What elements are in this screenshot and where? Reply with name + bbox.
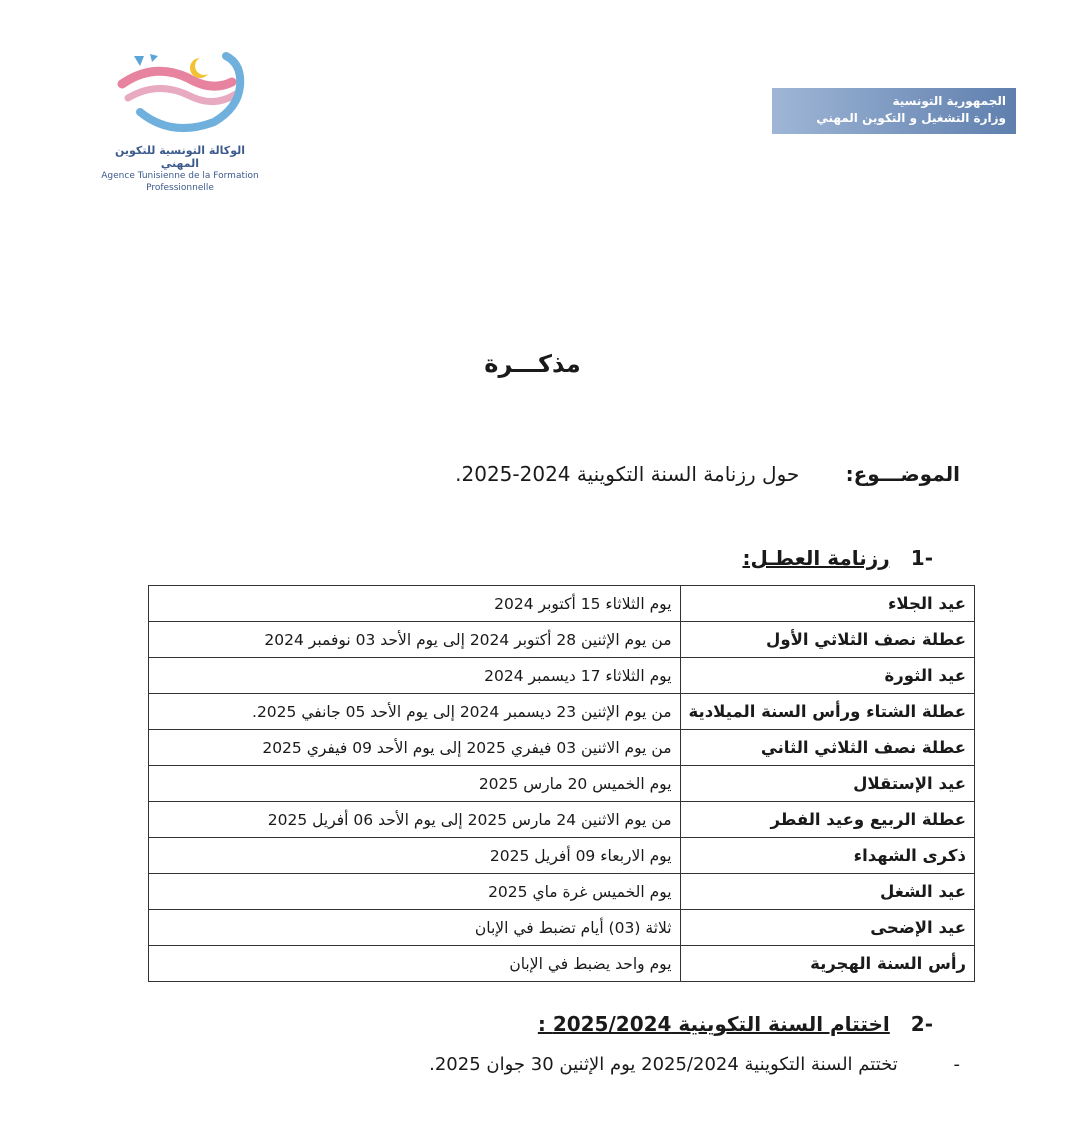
holiday-date: يوم الثلاثاء 15 أكتوبر 2024 xyxy=(149,586,681,622)
holiday-name: عيد الشغل xyxy=(680,874,974,910)
agency-emblem-icon xyxy=(114,48,246,140)
document-title: مذكـــرة xyxy=(484,350,581,378)
holiday-name: ذكرى الشهداء xyxy=(680,838,974,874)
ministry-header-banner xyxy=(772,88,1016,134)
table-row xyxy=(149,622,975,658)
holiday-date: يوم الثلاثاء 17 ديسمبر 2024 xyxy=(149,658,681,694)
section-number: -2 xyxy=(910,1012,933,1036)
closing-text: تختتم السنة التكوينية 2025/2024 يوم الإثنين 30 جوان 2025. xyxy=(429,1054,898,1075)
table-row xyxy=(149,658,975,694)
table-row xyxy=(149,730,975,766)
holiday-name: عطلة الشتاء ورأس السنة الميلادية xyxy=(680,694,974,730)
holiday-name: عيد الإضحى xyxy=(680,910,974,946)
table-row xyxy=(149,766,975,802)
ministry-name: وزارة التشغيل و التكوين المهني xyxy=(816,111,1006,125)
holiday-date: من يوم الاثنين 03 فيفري 2025 إلى يوم الأحد 09 فيفري 2025 xyxy=(149,730,681,766)
section-title: رزنامة العطـل: xyxy=(742,546,890,570)
table-row xyxy=(149,946,975,982)
agency-name-fr: Agence Tunisienne de la Formation xyxy=(101,171,259,181)
table-row xyxy=(149,838,975,874)
table-row xyxy=(149,694,975,730)
holidays-table xyxy=(148,585,975,982)
holiday-name: عيد الجلاء xyxy=(680,586,974,622)
table-row xyxy=(149,802,975,838)
section-closing-heading xyxy=(538,1012,933,1036)
holiday-name: عيد الثورة xyxy=(680,658,974,694)
holiday-name: عيد الإستقلال xyxy=(680,766,974,802)
holiday-date: من يوم الإثنين 28 أكتوبر 2024 إلى يوم الأحد 03 نوفمبر 2024 xyxy=(149,622,681,658)
closing-statement xyxy=(429,1054,960,1075)
table-row xyxy=(149,874,975,910)
table-row xyxy=(149,910,975,946)
holiday-date: يوم الخميس غرة ماي 2025 xyxy=(149,874,681,910)
holiday-date: من يوم الاثنين 24 مارس 2025 إلى يوم الأحد 06 أفريل 2025 xyxy=(149,802,681,838)
bullet-dash: - xyxy=(953,1054,960,1075)
section-title: اختتام السنة التكوينية 2025/2024 : xyxy=(537,1012,890,1036)
subject-text: حول رزنامة السنة التكوينية 2024-2025. xyxy=(455,462,800,486)
table-row xyxy=(149,586,975,622)
holiday-name: رأس السنة الهجرية xyxy=(680,946,974,982)
subject-line xyxy=(455,462,960,486)
holiday-name: عطلة الربيع وعيد الفطر xyxy=(680,802,974,838)
holiday-name: عطلة نصف الثلاثي الثاني xyxy=(680,730,974,766)
agency-name-fr-2: Professionnelle xyxy=(146,183,214,193)
republic-name: الجمهورية التونسية xyxy=(892,94,1006,108)
holiday-date: يوم الاربعاء 09 أفريل 2025 xyxy=(149,838,681,874)
agency-logo xyxy=(100,48,260,193)
holiday-date: من يوم الإثنين 23 ديسمبر 2024 إلى يوم الأحد 05 جانفي 2025. xyxy=(149,694,681,730)
agency-name-ar: الوكالة التونسية للتكوين المهني xyxy=(115,144,245,170)
holiday-date: ثلاثة (03) أيام تضبط في الإبان xyxy=(149,910,681,946)
holiday-date: يوم واحد يضبط في الإبان xyxy=(149,946,681,982)
section-holidays-heading xyxy=(742,546,933,570)
section-number: -1 xyxy=(910,546,933,570)
holiday-name: عطلة نصف الثلاثي الأول xyxy=(680,622,974,658)
holiday-date: يوم الخميس 20 مارس 2025 xyxy=(149,766,681,802)
subject-label: الموضـــوع: xyxy=(845,462,960,486)
